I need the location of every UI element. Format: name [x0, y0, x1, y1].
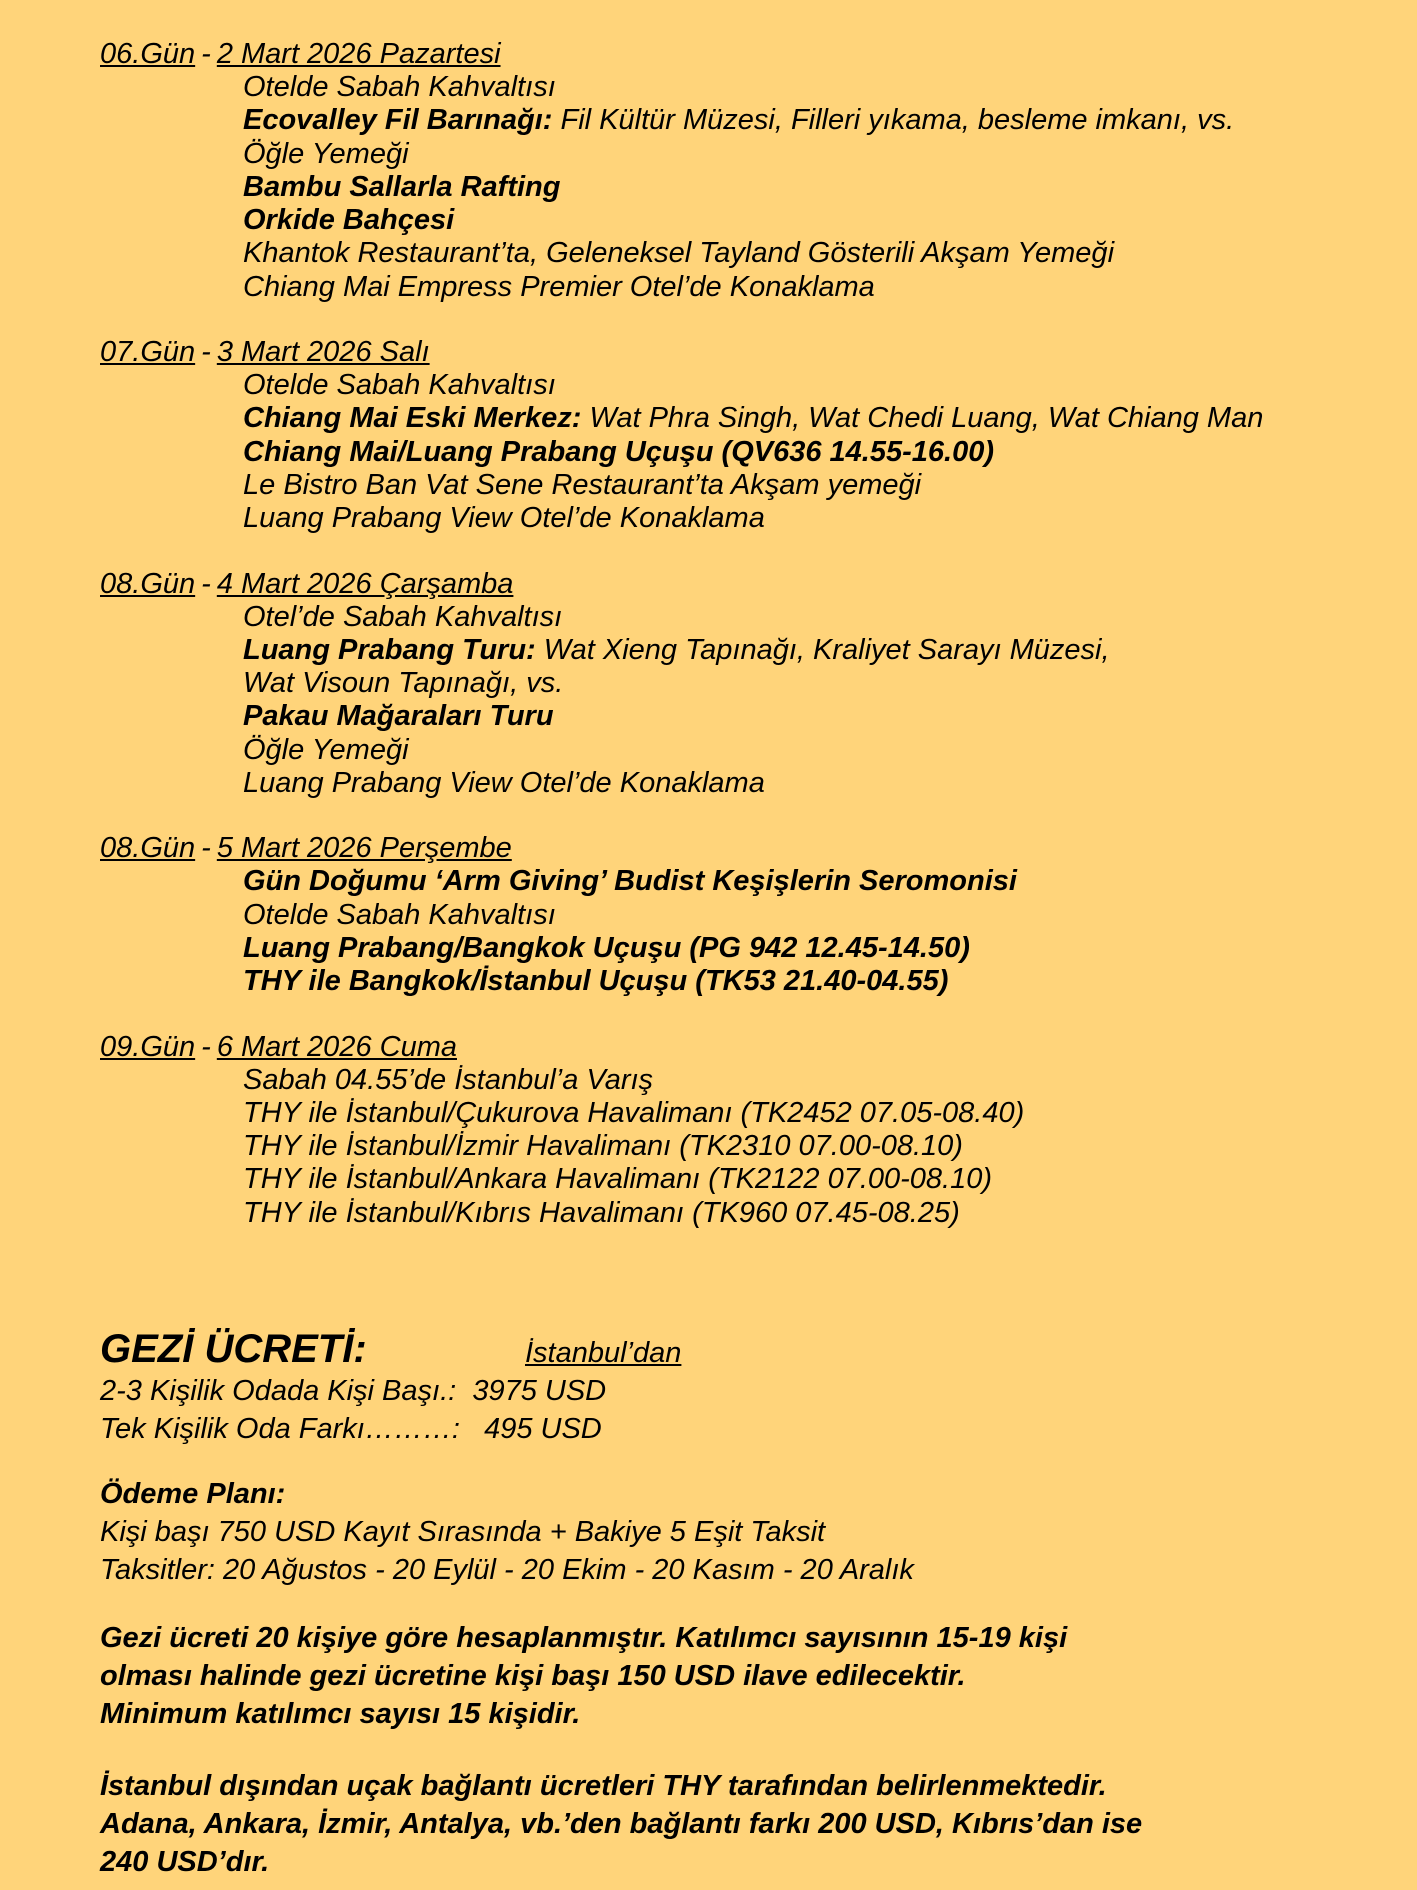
- day-activities: [100, 369, 1410, 535]
- itinerary-page: [100, 38, 1410, 1881]
- activity-line: Gün Doğumu ‘Arm Giving’ Budist Keşişlerin Seromonisi: [243, 865, 1017, 898]
- activity-line: Bambu Sallarla Rafting: [243, 170, 561, 203]
- note-line: olması halinde gezi ücretine kişi başı 150 USD ilave edilecektir.: [100, 1660, 966, 1693]
- activity-line: Sabah 04.55’de İstanbul’a Varış: [243, 1063, 654, 1096]
- activity-line: Öğle Yemeği: [243, 137, 409, 170]
- activity-line: Öğle Yemeği: [243, 733, 409, 766]
- activity-line: Luang Prabang View Otel’de Konaklama: [243, 767, 765, 800]
- activity-line: Otelde Sabah Kahvaltısı: [243, 898, 556, 931]
- day-date: 4 Mart 2026 Çarşamba: [216, 567, 514, 600]
- note-line: Gezi ücreti 20 kişiye göre hesaplanmıştır. Katılımcı sayısının 15-19 kişi: [100, 1622, 1068, 1655]
- activity-line: THY ile Bangkok/İstanbul Uçuşu (TK53 21.40-04.55): [243, 965, 949, 998]
- note-line: Minimum katılımcı sayısı 15 kişidir.: [100, 1698, 581, 1731]
- note-participants: [100, 1619, 1410, 1733]
- activity-line: THY ile İstanbul/Kıbrıs Havalimanı (TK960 07.45-08.25): [243, 1196, 960, 1229]
- price-header: [100, 1326, 1410, 1372]
- activity-line: Chiang Mai Empress Premier Otel’de Konaklama: [243, 270, 875, 303]
- note-connections: [100, 1767, 1410, 1881]
- day-block: [100, 568, 1410, 801]
- activity-line: THY ile İstanbul/Ankara Havalimanı (TK2122 07.00-08.10): [243, 1163, 993, 1196]
- day-label: 07.Gün: [100, 336, 196, 369]
- activity-line: Orkide Bahçesi: [243, 204, 455, 237]
- day-activities: [100, 1064, 1410, 1230]
- day-header: 06.Gün - 2 Mart 2026 Pazartesi: [100, 38, 501, 70]
- day-block: [100, 336, 1410, 535]
- price-row: 2-3 Kişilik Odada Kişi Başı.: 3975 USD: [100, 1375, 607, 1408]
- day-activities: [100, 865, 1410, 998]
- day-header: 09.Gün - 6 Mart 2026 Cuma: [100, 1030, 457, 1063]
- payment-line: Kişi başı 750 USD Kayıt Sırasında + Bakiye 5 Eşit Taksit: [100, 1516, 826, 1549]
- payment-line: Taksitler: 20 Ağustos - 20 Eylül - 20 Ekim - 20 Kasım - 20 Aralık: [100, 1554, 914, 1587]
- activity-line: Otel’de Sabah Kahvaltısı: [243, 600, 563, 633]
- price-section: [100, 1326, 1410, 1448]
- activity-line: Otelde Sabah Kahvaltısı: [243, 71, 556, 103]
- day-label: 08.Gün: [100, 567, 196, 600]
- day-date: 2 Mart 2026 Pazartesi: [216, 38, 501, 70]
- activity-line: Chiang Mai Eski Merkez: Wat Phra Singh, Wat Chedi Luang, Wat Chiang Man: [243, 402, 1264, 435]
- activity-line: Ecovalley Fil Barınağı: Fil Kültür Müzesi, Filleri yıkama, besleme imkanı, vs.: [243, 104, 1235, 137]
- activity-line: Khantok Restaurant’ta, Geleneksel Tayland Gösterili Akşam Yemeği: [243, 237, 1115, 270]
- activity-line: Pakau Mağaraları Turu: [243, 700, 554, 733]
- price-origin: İstanbul’dan: [525, 1337, 682, 1370]
- day-block: [100, 1031, 1410, 1230]
- payment-title: Ödeme Planı:: [100, 1478, 286, 1511]
- activity-line: Wat Visoun Tapınağı, vs.: [243, 667, 564, 700]
- activity-line: Otelde Sabah Kahvaltısı: [243, 369, 556, 402]
- price-title: GEZİ ÜCRETİ:: [100, 1327, 367, 1372]
- note-line: 240 USD’dır.: [100, 1846, 270, 1879]
- day-header: 08.Gün - 5 Mart 2026 Perşembe: [100, 832, 512, 865]
- activity-line: Luang Prabang Turu: Wat Xieng Tapınağı, Kraliyet Sarayı Müzesi,: [243, 633, 1110, 666]
- day-activities: [100, 71, 1410, 304]
- day-label: 09.Gün: [100, 1030, 196, 1063]
- note-line: Adana, Ankara, İzmir, Antalya, vb.’den bağlantı farkı 200 USD, Kıbrıs’dan ise: [100, 1808, 1143, 1841]
- activity-line: Luang Prabang/Bangkok Uçuşu (PG 942 12.45-14.50): [243, 931, 970, 964]
- activity-line: THY ile İstanbul/Çukurova Havalimanı (TK2452 07.05-08.40): [243, 1096, 1025, 1129]
- activity-line: THY ile İstanbul/İzmir Havalimanı (TK2310 07.00-08.10): [243, 1130, 963, 1163]
- activity-line: Luang Prabang View Otel’de Konaklama: [243, 502, 765, 535]
- note-line: İstanbul dışından uçak bağlantı ücretleri THY tarafından belirlenmektedir.: [100, 1770, 1107, 1803]
- day-label: 08.Gün: [100, 832, 196, 865]
- day-label: 06.Gün: [100, 38, 196, 70]
- day-block: [100, 38, 1410, 304]
- day-header: 08.Gün - 4 Mart 2026 Çarşamba: [100, 567, 514, 600]
- price-row: Tek Kişilik Oda Farkı………: 495 USD: [100, 1413, 602, 1446]
- day-date: 3 Mart 2026 Salı: [216, 336, 430, 369]
- day-activities: [100, 601, 1410, 801]
- activity-line: Le Bistro Ban Vat Sene Restaurant’ta Akşam yemeği: [243, 468, 922, 501]
- day-date: 5 Mart 2026 Perşembe: [216, 832, 512, 865]
- day-header: 07.Gün - 3 Mart 2026 Salı: [100, 336, 430, 369]
- payment-section: [100, 1475, 1410, 1589]
- day-date: 6 Mart 2026 Cuma: [216, 1030, 457, 1063]
- day-block: [100, 832, 1410, 998]
- activity-line: Chiang Mai/Luang Prabang Uçuşu (QV636 14.55-16.00): [243, 435, 994, 468]
